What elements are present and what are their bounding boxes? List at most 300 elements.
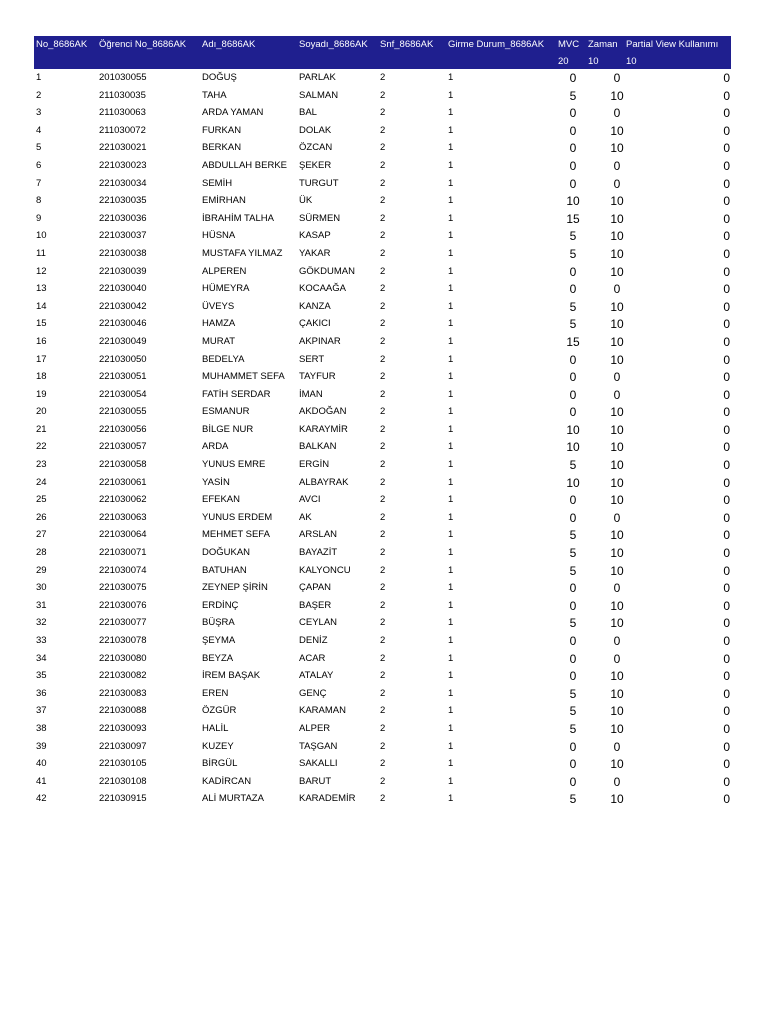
cell-snf: 2 [380, 740, 386, 752]
cell-no: 21 [36, 423, 47, 435]
cell-snf: 2 [380, 89, 386, 101]
cell-ogrenci-no: 221030049 [99, 335, 147, 347]
cell-adi: ARDA YAMAN [202, 107, 264, 119]
cell-girme-durum: 1 [448, 722, 454, 734]
cell-girme-durum: 1 [448, 564, 454, 576]
cell-ogrenci-no: 221030071 [99, 547, 147, 559]
cell-snf: 2 [380, 476, 386, 488]
cell-ogrenci-no: 221030088 [99, 705, 147, 717]
cell-partial-view: 0 [723, 757, 730, 772]
cell-girme-durum: 1 [448, 511, 454, 523]
cell-ogrenci-no: 211030035 [99, 89, 146, 101]
cell-girme-durum: 1 [448, 318, 454, 330]
cell-mvc: 5 [569, 721, 577, 736]
cell-soyadi: CEYLAN [299, 617, 338, 629]
cell-soyadi: ACAR [299, 652, 326, 664]
cell-adi: ÜVEYS [202, 300, 235, 312]
cell-zaman: 10 [610, 194, 624, 209]
cell-mvc: 0 [569, 493, 577, 508]
cell-no: 11 [36, 247, 46, 259]
cell-zaman: 10 [610, 246, 624, 261]
cell-snf: 2 [380, 722, 386, 734]
cell-no: 38 [36, 722, 47, 734]
cell-ogrenci-no: 221030034 [99, 177, 147, 189]
cell-snf: 2 [380, 441, 386, 453]
cell-no: 4 [36, 124, 42, 136]
cell-ogrenci-no: 221030083 [99, 687, 147, 699]
cell-soyadi: ARSLAN [299, 529, 338, 541]
cell-girme-durum: 1 [448, 371, 454, 383]
cell-soyadi: SALMAN [299, 89, 339, 101]
cell-soyadi: TURGUT [299, 177, 339, 189]
cell-partial-view: 0 [723, 141, 730, 156]
cell-adi: MUHAMMET SEFA [202, 371, 285, 383]
cell-mvc: 0 [569, 581, 577, 596]
cell-no: 6 [36, 159, 42, 171]
cell-ogrenci-no: 221030037 [99, 230, 147, 242]
cell-girme-durum: 1 [448, 283, 454, 295]
cell-girme-durum: 1 [448, 582, 454, 594]
cell-mvc: 5 [569, 792, 577, 807]
cell-adi: BİRGÜL [202, 758, 238, 770]
cell-adi: SEMİH [202, 177, 233, 189]
table-row [34, 263, 731, 281]
cell-no: 5 [36, 142, 42, 154]
cell-adi: ŞEYMA [202, 635, 236, 646]
header-mvc: MVC [558, 39, 580, 50]
cell-snf: 2 [380, 582, 386, 594]
cell-zaman: 10 [610, 264, 624, 279]
cell-partial-view: 0 [723, 669, 730, 684]
cell-ogrenci-no: 221030097 [99, 740, 147, 752]
cell-ogrenci-no: 221030055 [99, 406, 147, 418]
cell-zaman: 0 [613, 282, 621, 297]
cell-soyadi: ÇAPAN [299, 582, 332, 594]
cell-ogrenci-no: 221030074 [99, 564, 147, 576]
cell-snf: 2 [380, 652, 386, 664]
cell-adi: KADİRCAN [202, 775, 252, 787]
cell-mvc: 5 [569, 88, 577, 103]
cell-partial-view: 0 [723, 528, 730, 543]
cell-snf: 2 [380, 265, 386, 277]
cell-mvc: 15 [566, 334, 580, 349]
cell-soyadi: ALBAYRAK [299, 476, 349, 488]
cell-adi: HÜSNA [202, 230, 236, 242]
table-row [34, 667, 731, 685]
cell-snf: 2 [380, 177, 386, 189]
cell-adi: MUSTAFA YILMAZ [202, 247, 283, 259]
cell-adi: FURKAN [202, 124, 242, 136]
cell-soyadi: ÖZCAN [299, 142, 333, 154]
cell-partial-view: 0 [723, 581, 730, 596]
cell-partial-view: 0 [723, 458, 730, 473]
cell-no: 42 [36, 793, 47, 805]
cell-snf: 2 [380, 599, 386, 611]
cell-ogrenci-no: 221030077 [99, 617, 147, 629]
table-row [34, 368, 731, 386]
cell-girme-durum: 1 [448, 212, 454, 224]
header-zaman: Zaman [588, 39, 618, 50]
cell-adi: MURAT [202, 335, 236, 347]
cell-girme-durum: 1 [448, 159, 454, 171]
cell-no: 20 [36, 406, 47, 418]
cell-partial-view: 0 [723, 440, 730, 455]
cell-ogrenci-no: 221030075 [99, 582, 147, 594]
cell-ogrenci-no: 221030078 [99, 635, 147, 646]
cell-girme-durum: 1 [448, 406, 454, 418]
zaman-max-points: 10 [588, 56, 599, 67]
cell-ogrenci-no: 221030054 [99, 388, 147, 400]
cell-zaman: 0 [613, 634, 621, 648]
cell-snf: 2 [380, 617, 386, 629]
cell-no: 19 [36, 388, 47, 400]
cell-mvc: 5 [569, 704, 577, 719]
cell-snf: 2 [380, 529, 386, 541]
cell-no: 9 [36, 212, 42, 224]
cell-mvc: 0 [569, 282, 577, 297]
cell-no: 39 [36, 740, 47, 752]
table-row [34, 773, 731, 791]
cell-ogrenci-no: 221030061 [99, 476, 147, 488]
cell-adi: İBRAHİM TALHA [202, 212, 274, 224]
cell-no: 31 [36, 599, 47, 611]
cell-girme-durum: 1 [448, 687, 454, 699]
cell-partial-view: 0 [723, 475, 730, 490]
cell-mvc: 0 [569, 141, 577, 156]
cell-mvc: 10 [566, 194, 580, 209]
cell-girme-durum: 1 [448, 547, 454, 559]
cell-mvc: 10 [566, 440, 580, 455]
cell-zaman: 10 [610, 352, 624, 367]
cell-soyadi: AVCI [299, 494, 321, 506]
cell-adi: DOĞUKAN [202, 547, 251, 559]
cell-zaman: 0 [613, 106, 621, 121]
cell-partial-view: 0 [723, 229, 730, 244]
cell-ogrenci-no: 221030080 [99, 652, 147, 664]
cell-snf: 2 [380, 775, 386, 787]
cell-adi: ÖZGÜR [202, 705, 237, 717]
cell-adi: BİLGE NUR [202, 423, 254, 435]
cell-mvc: 0 [569, 264, 577, 279]
cell-mvc: 0 [569, 774, 577, 789]
table-row [34, 491, 731, 509]
cell-no: 28 [36, 547, 47, 559]
cell-ogrenci-no: 221030082 [99, 670, 147, 682]
cell-no: 29 [36, 564, 47, 576]
grade-sheet [34, 36, 731, 808]
cell-ogrenci-no: 221030058 [99, 459, 147, 471]
cell-ogrenci-no: 211030063 [99, 107, 146, 119]
cell-soyadi: ATALAY [299, 670, 334, 682]
cell-partial-view: 0 [723, 704, 730, 719]
cell-partial-view: 0 [723, 211, 730, 226]
cell-no: 41 [36, 775, 47, 787]
cell-adi: KUZEY [202, 740, 234, 752]
cell-zaman: 10 [610, 704, 624, 719]
cell-soyadi: SÜRMEN [299, 212, 341, 224]
cell-mvc: 0 [569, 176, 577, 191]
cell-snf: 2 [380, 687, 386, 699]
cell-partial-view: 0 [723, 422, 730, 437]
cell-zaman: 10 [610, 440, 624, 455]
cell-adi: BEYZA [202, 652, 234, 664]
table-row [34, 245, 731, 263]
partial-max-points: 10 [626, 56, 637, 67]
cell-no: 17 [36, 353, 47, 365]
cell-zaman: 10 [610, 616, 624, 631]
cell-girme-durum: 1 [448, 599, 454, 611]
table-row [34, 614, 731, 632]
header-snf: Snf_8686AK [380, 39, 434, 50]
cell-adi: BATUHAN [202, 564, 247, 576]
cell-no: 33 [36, 635, 47, 646]
cell-soyadi: KALYONCU [299, 564, 351, 576]
cell-girme-durum: 1 [448, 459, 454, 471]
cell-adi: EFEKAN [202, 494, 241, 506]
cell-ogrenci-no: 221030105 [99, 758, 147, 770]
cell-partial-view: 0 [723, 405, 730, 420]
cell-soyadi: KARADEMİR [299, 793, 356, 805]
cell-partial-view: 0 [723, 721, 730, 736]
cell-partial-view: 0 [723, 598, 730, 613]
cell-ogrenci-no: 221030039 [99, 265, 147, 277]
table-row [34, 104, 731, 122]
cell-zaman: 10 [610, 493, 624, 508]
cell-mvc: 5 [569, 616, 577, 631]
cell-soyadi: ALPER [299, 722, 331, 734]
cell-mvc: 10 [566, 475, 580, 490]
cell-zaman: 10 [610, 141, 624, 156]
cell-zaman: 0 [613, 510, 621, 525]
cell-partial-view: 0 [723, 88, 730, 103]
cell-soyadi: GÖKDUMAN [299, 265, 355, 277]
cell-snf: 2 [380, 388, 386, 400]
header-soyadi: Soyadı_8686AK [299, 39, 368, 50]
cell-partial-view: 0 [723, 246, 730, 261]
cell-adi: BEDELYA [202, 353, 245, 365]
cell-mvc: 5 [569, 563, 577, 578]
table-row [34, 509, 731, 527]
cell-ogrenci-no: 221030056 [99, 423, 147, 435]
cell-snf: 2 [380, 353, 386, 365]
cell-partial-view: 0 [723, 686, 730, 701]
cell-no: 1 [36, 72, 42, 83]
cell-zaman: 10 [610, 229, 624, 244]
cell-snf: 2 [380, 635, 386, 646]
cell-mvc: 0 [569, 123, 577, 138]
cell-mvc: 0 [569, 387, 577, 402]
cell-adi: ABDULLAH BERKE [202, 159, 288, 171]
table-row [34, 280, 731, 298]
table-row [34, 597, 731, 615]
cell-soyadi: TAŞGAN [299, 740, 338, 752]
cell-adi: YASİN [202, 476, 230, 488]
cell-snf: 2 [380, 247, 386, 259]
cell-partial-view: 0 [723, 563, 730, 578]
cell-ogrenci-no: 221030063 [99, 511, 147, 523]
cell-soyadi: TAYFUR [299, 371, 336, 383]
table-row [34, 351, 731, 369]
cell-zaman: 0 [613, 651, 621, 666]
cell-mvc: 5 [569, 229, 577, 244]
cell-zaman: 10 [610, 721, 624, 736]
cell-partial-view: 0 [723, 317, 730, 332]
cell-no: 32 [36, 617, 47, 629]
cell-zaman: 10 [610, 123, 624, 138]
cell-girme-durum: 1 [448, 247, 454, 259]
cell-snf: 2 [380, 318, 386, 330]
cell-ogrenci-no: 221030076 [99, 599, 147, 611]
cell-partial-view: 0 [723, 493, 730, 508]
cell-no: 22 [36, 441, 47, 453]
table-row [34, 315, 731, 333]
cell-zaman: 10 [610, 792, 624, 807]
cell-mvc: 0 [569, 651, 577, 666]
cell-snf: 2 [380, 72, 386, 83]
cell-mvc: 0 [569, 405, 577, 420]
cell-snf: 2 [380, 300, 386, 312]
cell-girme-durum: 1 [448, 793, 454, 805]
cell-girme-durum: 1 [448, 72, 454, 83]
cell-no: 3 [36, 107, 42, 119]
cell-partial-view: 0 [723, 546, 730, 561]
cell-snf: 2 [380, 195, 386, 207]
cell-girme-durum: 1 [448, 758, 454, 770]
cell-no: 24 [36, 476, 47, 488]
cell-adi: ESMANUR [202, 406, 250, 418]
cell-snf: 2 [380, 371, 386, 383]
cell-zaman: 0 [613, 739, 621, 754]
cell-mvc: 0 [569, 158, 577, 173]
cell-mvc: 10 [566, 422, 580, 437]
cell-adi: EMİRHAN [202, 195, 246, 207]
cell-girme-durum: 1 [448, 494, 454, 506]
cell-no: 8 [36, 195, 42, 207]
table-row [34, 526, 731, 544]
cell-girme-durum: 1 [448, 89, 454, 101]
cell-mvc: 5 [569, 317, 577, 332]
cell-snf: 2 [380, 159, 386, 171]
cell-soyadi: YAKAR [299, 247, 331, 259]
cell-adi: ARDA [202, 441, 229, 453]
cell-no: 25 [36, 494, 47, 506]
cell-partial-view: 0 [723, 774, 730, 789]
cell-no: 2 [36, 89, 42, 101]
cell-no: 14 [36, 300, 47, 312]
cell-partial-view: 0 [723, 71, 730, 85]
cell-no: 27 [36, 529, 47, 541]
cell-no: 10 [36, 230, 47, 242]
cell-soyadi: ERGİN [299, 459, 330, 471]
cell-soyadi: AKDOĞAN [299, 406, 347, 418]
table-row [34, 685, 731, 703]
cell-ogrenci-no: 221030093 [99, 722, 147, 734]
cell-soyadi: BALKAN [299, 441, 337, 453]
cell-mvc: 5 [569, 299, 577, 314]
cell-partial-view: 0 [723, 510, 730, 525]
cell-partial-view: 0 [723, 194, 730, 209]
cell-girme-durum: 1 [448, 230, 454, 242]
cell-girme-durum: 1 [448, 705, 454, 717]
cell-soyadi: ÜK [299, 195, 313, 207]
cell-adi: BERKAN [202, 142, 242, 154]
cell-adi: MEHMET SEFA [202, 529, 270, 541]
cell-soyadi: DOLAK [299, 124, 332, 136]
cell-adi: YUNUS ERDEM [202, 511, 273, 523]
cell-adi: HAMZA [202, 318, 236, 330]
cell-adi: ZEYNEP ŞİRİN [202, 582, 268, 594]
cell-adi: EREN [202, 687, 229, 699]
table-row [34, 474, 731, 492]
cell-snf: 2 [380, 423, 386, 435]
table-row [34, 192, 731, 210]
cell-snf: 2 [380, 758, 386, 770]
cell-zaman: 0 [613, 71, 621, 85]
cell-ogrenci-no: 221030050 [99, 353, 147, 365]
cell-ogrenci-no: 201030055 [99, 72, 147, 83]
cell-girme-durum: 1 [448, 142, 454, 154]
cell-ogrenci-no: 211030072 [99, 124, 146, 136]
cell-soyadi: KOCAAĞA [299, 283, 346, 295]
cell-snf: 2 [380, 107, 386, 119]
table-row [34, 175, 731, 193]
cell-mvc: 5 [569, 246, 577, 261]
cell-mvc: 0 [569, 598, 577, 613]
cell-girme-durum: 1 [448, 652, 454, 664]
cell-zaman: 10 [610, 686, 624, 701]
cell-snf: 2 [380, 459, 386, 471]
cell-adi: ALPEREN [202, 265, 247, 277]
cell-partial-view: 0 [723, 616, 730, 631]
cell-girme-durum: 1 [448, 335, 454, 347]
table-row [34, 298, 731, 316]
table-row [34, 632, 731, 650]
cell-snf: 2 [380, 212, 386, 224]
cell-partial-view: 0 [723, 387, 730, 402]
cell-snf: 2 [380, 230, 386, 242]
cell-adi: TAHA [202, 89, 227, 101]
table-row [34, 702, 731, 720]
cell-snf: 2 [380, 547, 386, 559]
header-row [34, 36, 731, 69]
table-row [34, 755, 731, 773]
cell-zaman: 10 [610, 299, 624, 314]
cell-adi: DOĞUŞ [202, 72, 237, 83]
table-row [34, 386, 731, 404]
cell-soyadi: GENÇ [299, 687, 327, 699]
cell-soyadi: BAYAZİT [299, 547, 338, 559]
cell-ogrenci-no: 221030057 [99, 441, 147, 453]
cell-girme-durum: 1 [448, 476, 454, 488]
cell-soyadi: SERT [299, 353, 325, 365]
cell-snf: 2 [380, 124, 386, 136]
cell-partial-view: 0 [723, 264, 730, 279]
cell-no: 36 [36, 687, 47, 699]
cell-ogrenci-no: 221030108 [99, 775, 147, 787]
header-adi: Adı_8686AK [202, 39, 256, 50]
cell-mvc: 15 [566, 211, 580, 226]
cell-girme-durum: 1 [448, 423, 454, 435]
cell-no: 7 [36, 177, 42, 189]
cell-girme-durum: 1 [448, 635, 454, 646]
cell-mvc: 5 [569, 686, 577, 701]
cell-girme-durum: 1 [448, 775, 454, 787]
cell-snf: 2 [380, 283, 386, 295]
cell-mvc: 0 [569, 669, 577, 684]
cell-snf: 2 [380, 564, 386, 576]
cell-ogrenci-no: 221030915 [99, 793, 147, 805]
table-row [34, 790, 731, 808]
